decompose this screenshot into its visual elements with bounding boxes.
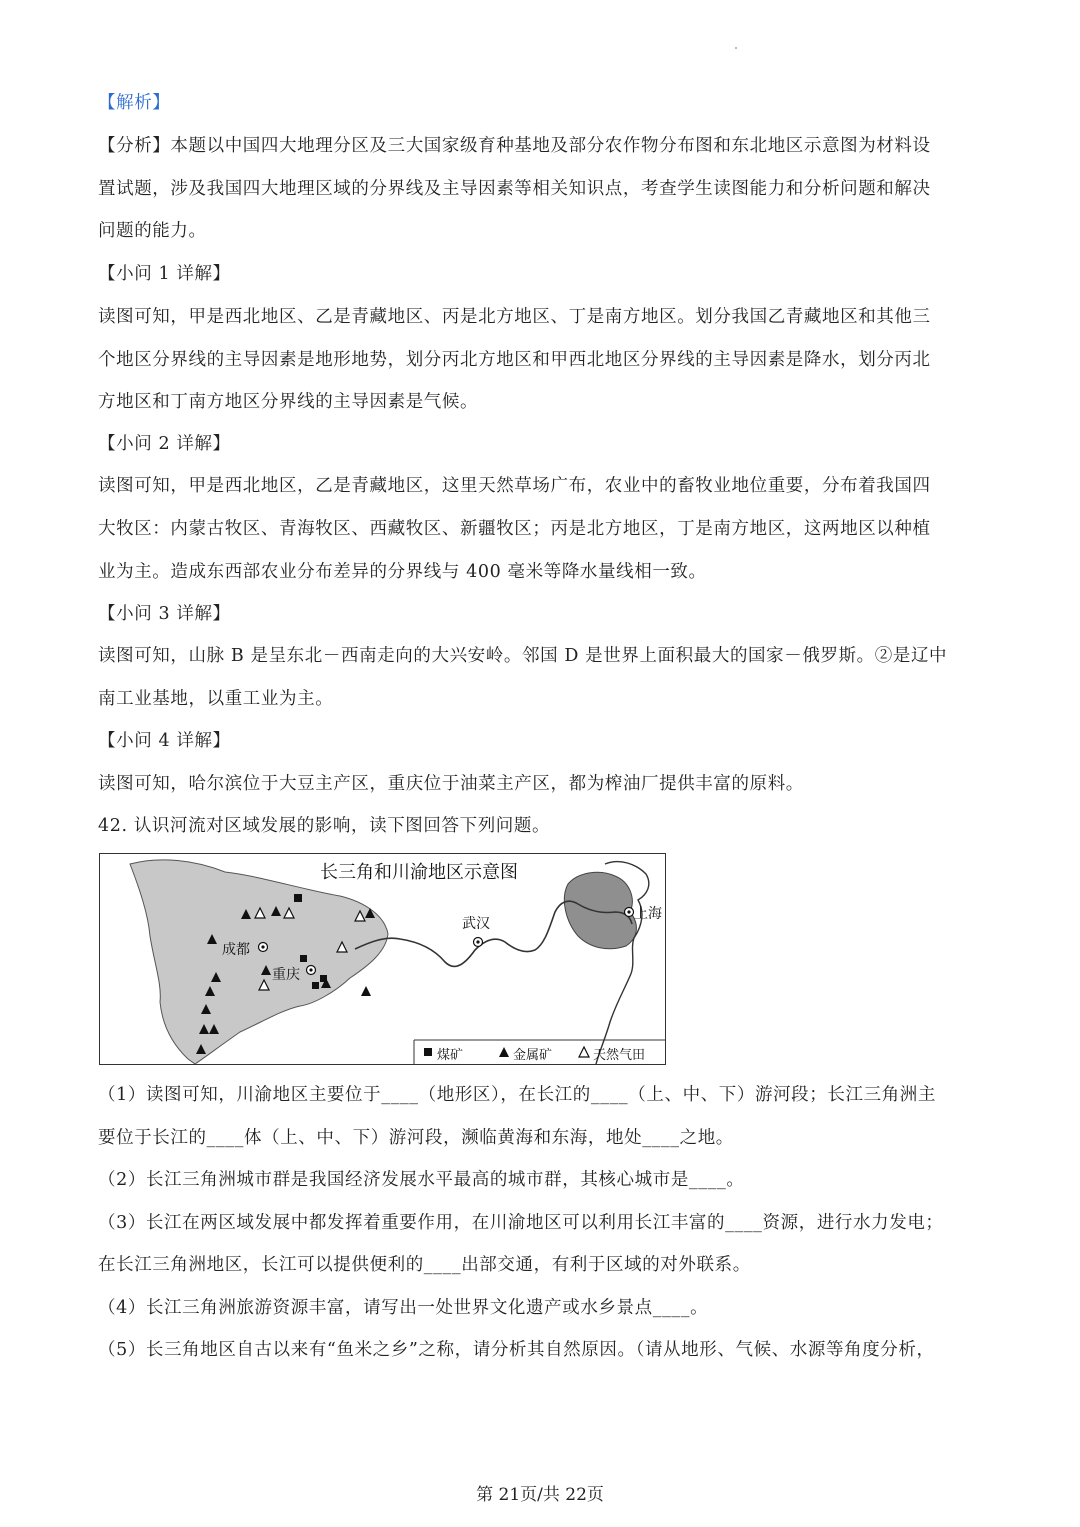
question-number: 42.	[98, 816, 128, 836]
legend-coal-label: 煤矿	[437, 1048, 464, 1063]
sub-question-1-line-1: （1）读图可知，川渝地区主要位于____（地形区），在长江的____（上、中、下）游河段；长江三角洲主	[98, 1085, 936, 1105]
sub-question-2: （2）长江三角洲城市群是我国经济发展水平最高的城市群，其核心城市是____。	[98, 1170, 745, 1190]
analysis-header: 【解析】	[98, 93, 171, 113]
q2-line-3: 业为主。造成东西部农业分布差异的分界线与 400 毫米等降水量线相一致。	[98, 562, 707, 582]
analysis-line-1: 【分析】本题以中国四大地理分区及三大国家级育种基地及部分农作物分布图和东北地区示意图为材料设	[98, 136, 931, 156]
coal-mine-marker	[300, 955, 307, 962]
q2-heading: 【小问 2 详解】	[98, 434, 231, 454]
metal-mine-marker	[361, 986, 371, 996]
scan-speck	[735, 47, 737, 49]
q1-line-1: 读图可知，甲是西北地区、乙是青藏地区、丙是北方地区、丁是南方地区。划分我国乙青藏地区和其他三	[98, 307, 931, 327]
q3-line-2: 南工业基地，以重工业为主。	[98, 689, 334, 709]
analysis-line-3: 问题的能力。	[98, 221, 207, 241]
q4-line-1: 读图可知，哈尔滨位于大豆主产区，重庆位于油菜主产区，都为榨油厂提供丰富的原料。	[98, 774, 804, 794]
sub-question-3-line-2: 在长江三角洲地区，长江可以提供便利的____出部交通，有利于区域的对外联系。	[98, 1255, 751, 1275]
sub-question-4: （4）长江三角洲旅游资源丰富，请写出一处世界文化遗产或水乡景点____。	[98, 1298, 709, 1318]
q1-line-2: 个地区分界线的主导因素是地形地势，划分丙北方地区和甲西北地区分界线的主导因素是降水，划分丙北	[98, 350, 931, 370]
chuanyu-region	[130, 860, 388, 1064]
q1-heading: 【小问 1 详解】	[98, 264, 231, 284]
page-footer: 第 21页/共 22页	[476, 1485, 604, 1505]
map-title: 长三角和川渝地区示意图	[320, 862, 518, 883]
q4-heading: 【小问 4 详解】	[98, 731, 231, 751]
analysis-line-2: 置试题，涉及我国四大地理区域的分界线及主导因素等相关知识点，考查学生读图能力和分析问题和解决	[98, 179, 931, 199]
q1-line-3: 方地区和丁南方地区分界线的主导因素是气候。	[98, 392, 479, 412]
coal-mine-marker	[294, 894, 302, 902]
legend-gas-label: 天然气田	[593, 1048, 646, 1063]
q3-line-1: 读图可知，山脉 B 是呈东北－西南走向的大兴安岭。邻国 D 是世界上面积最大的国家－俄罗斯。②是辽中	[98, 646, 948, 666]
city-label-chengdu: 成都	[222, 942, 250, 958]
coal-mine-marker	[312, 982, 319, 989]
city-label-shanghai: 上海	[634, 906, 662, 922]
question-stem-text: 认识河流对区域发展的影响，读下图回答下列问题。	[133, 816, 551, 836]
legend-metal-symbol	[499, 1047, 509, 1057]
sub-question-3-line-1: （3）长江在两区域发展中都发挥着重要作用，在川渝地区可以利用长江丰富的____资源，进行水力发电；	[98, 1213, 944, 1233]
q2-line-2: 大牧区：内蒙古牧区、青海牧区、西藏牧区、新疆牧区；丙是北方地区，丁是南方地区，这两地区以种植	[98, 519, 931, 539]
city-label-chongqing: 重庆	[272, 967, 300, 983]
map-svg	[100, 854, 666, 1065]
legend-metal-label: 金属矿	[513, 1048, 553, 1063]
map-figure	[99, 853, 666, 1065]
question-42-stem	[98, 814, 983, 838]
sub-question-5: （5）长三角地区自古以来有“鱼米之乡”之称，请分析其自然原因。（请从地形、气候、水源等角度分析，	[98, 1340, 935, 1360]
city-label-wuhan: 武汉	[462, 916, 490, 932]
map-legend	[414, 1040, 666, 1065]
q2-line-1: 读图可知，甲是西北地区，乙是青藏地区，这里天然草场广布，农业中的畜牧业地位重要，分布着我国四	[98, 476, 931, 496]
sub-question-1-line-2: 要位于长江的____体（上、中、下）游河段，濒临黄海和东海，地处____之地。	[98, 1128, 734, 1148]
q3-heading: 【小问 3 详解】	[98, 604, 231, 624]
legend-gas-symbol	[579, 1047, 589, 1057]
legend-coal-symbol	[424, 1048, 432, 1056]
